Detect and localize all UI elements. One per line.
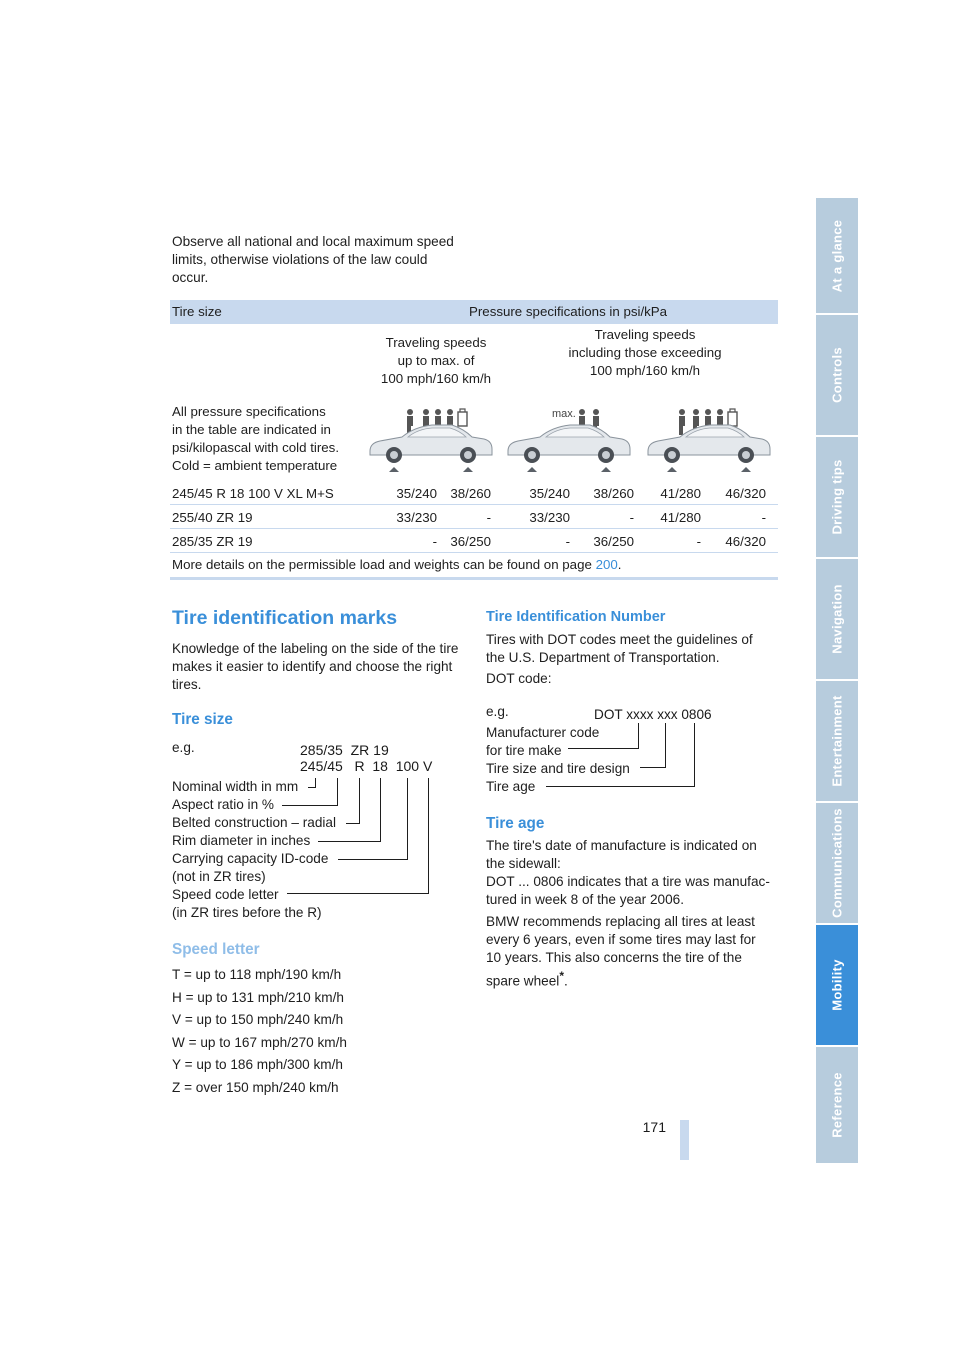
tab-label: Driving tips: [829, 459, 845, 535]
speed-high-line: 100 mph/160 km/h: [589, 363, 701, 378]
para-line: the sidewall:: [486, 856, 561, 871]
intro-line: Observe all national and local maximum speed: [172, 234, 454, 249]
spare-wheel-text: spare wheel: [486, 973, 560, 989]
page-marker-bar: [680, 1120, 689, 1160]
dot-eg: e.g.: [486, 704, 509, 719]
page-number: 171: [642, 1119, 666, 1135]
speed-letter-item: Z = over 150 mph/240 km/h: [172, 1079, 339, 1095]
pressure-cell: 36/250: [450, 534, 491, 549]
speed-letter-item: H = up to 131 mph/210 km/h: [172, 989, 344, 1005]
tab-label: Controls: [829, 347, 845, 403]
legend-aspect-ratio: Aspect ratio in %: [172, 797, 274, 812]
row-divider: [170, 552, 778, 553]
pressure-cell: 41/280: [660, 510, 701, 525]
note-line: Cold = ambient temperature: [172, 458, 338, 473]
pressure-cell: -: [486, 510, 491, 525]
speed-high-line: Traveling speeds: [594, 327, 696, 342]
note-line: in the table are indicated in: [172, 422, 331, 437]
tin-title: Tire Identification Number: [486, 609, 666, 625]
speed-letter-item: Y = up to 186 mph/300 km/h: [172, 1057, 343, 1073]
header-tire-size: Tire size: [172, 304, 222, 319]
speed-letter-title: Speed letter: [172, 941, 260, 958]
para-line: tires.: [172, 677, 202, 692]
tab-label: Entertainment: [829, 695, 845, 787]
dot-code-label: DOT code:: [486, 671, 552, 686]
legend-nominal-width: Nominal width in mm: [172, 779, 299, 794]
footer-end: .: [617, 557, 622, 572]
tire-size-title: Tire size: [172, 711, 233, 728]
speed-low-heading: [356, 334, 516, 388]
para-line: Knowledge of the labeling on the side of the tire: [172, 641, 459, 656]
intro-line: occur.: [172, 270, 209, 285]
para-line: Tires with DOT codes meet the guidelines of: [486, 632, 753, 647]
speed-low-line: 100 mph/160 km/h: [380, 371, 492, 386]
tab-entertainment[interactable]: [816, 681, 858, 803]
para-line: every 6 years, even if some tires may last for: [486, 932, 756, 947]
pressure-cell: 41/280: [660, 486, 701, 501]
tin-paragraph: [486, 631, 753, 667]
speed-letter-item: V = up to 150 mph/240 km/h: [172, 1012, 344, 1028]
tire-age-paragraph-2: [486, 913, 756, 991]
para-line: 10 years. This also concerns the tire of the: [486, 950, 742, 965]
tire-size-cell: 255/40 ZR 19: [172, 510, 253, 525]
table-note: [172, 403, 339, 475]
legend-manufacturer-code-note: for tire make: [486, 743, 562, 758]
note-line: psi/kilopascal with cold tires.: [172, 440, 340, 455]
tire-size-cell: 285/35 ZR 19: [172, 534, 253, 549]
legend-belted-construction: Belted construction – radial: [172, 815, 336, 830]
para-line: The tire's date of manufacture is indicated on: [486, 838, 757, 853]
tab-driving-tips[interactable]: [816, 437, 858, 559]
speed-low-line: up to max. of: [397, 353, 475, 368]
optional-equipment-star-icon: *: [559, 969, 564, 983]
table-bottom-rule: [170, 577, 778, 580]
pressure-cell: -: [432, 534, 437, 549]
tab-communications[interactable]: [816, 803, 858, 925]
pressure-cell: -: [696, 534, 701, 549]
legend-carrying-capacity-note: (not in ZR tires): [172, 869, 266, 884]
dot-code-example: DOT xxxx xxx 0806: [594, 707, 712, 722]
pressure-cell: 38/260: [593, 486, 634, 501]
pressure-cell: 46/320: [725, 486, 766, 501]
pressure-cell: 33/230: [529, 510, 570, 525]
tire-identification-marks-title: Tire identification marks: [172, 607, 398, 629]
pressure-cell: 36/250: [593, 534, 634, 549]
pressure-cell: 35/240: [529, 486, 570, 501]
tab-at-a-glance[interactable]: [816, 198, 858, 315]
pressure-cell: 38/260: [450, 486, 491, 501]
speed-letter-list: [172, 964, 347, 1100]
legend-manufacturer-code: Manufacturer code: [486, 725, 600, 740]
period: .: [563, 973, 568, 989]
max-label: max.: [552, 408, 576, 420]
header-pressure: Pressure specifications in psi/kPa: [469, 304, 668, 319]
table-header: [170, 300, 778, 324]
leader-line: [287, 778, 429, 894]
tire-size-eg: e.g.: [172, 740, 195, 755]
load-illustrations: [366, 403, 776, 475]
car-group-3: [648, 409, 770, 472]
tab-navigation[interactable]: [816, 559, 858, 681]
row-divider: [170, 504, 778, 505]
car-group-2: [508, 408, 630, 472]
speed-letter-item: T = up to 118 mph/190 km/h: [172, 967, 342, 982]
tab-mobility[interactable]: [816, 925, 858, 1047]
tire-code-example-1: 285/35 ZR 19: [300, 742, 389, 758]
speed-letter-item: W = up to 167 mph/270 km/h: [172, 1034, 347, 1050]
speed-low-line: Traveling speeds: [385, 335, 487, 350]
table-footer: [172, 556, 621, 574]
tire-marks-paragraph: [172, 640, 458, 694]
tab-reference[interactable]: [816, 1047, 858, 1165]
tire-age-title: Tire age: [486, 815, 545, 832]
row-divider: [170, 528, 778, 529]
footer-text: More details on the permissible load and weights can be found on page: [172, 557, 596, 572]
tab-label: Communications: [829, 808, 845, 918]
leader-line: [546, 723, 695, 787]
pressure-cell: 33/230: [396, 510, 437, 525]
page-link-200[interactable]: 200: [595, 557, 618, 572]
pressure-cell: 46/320: [725, 534, 766, 549]
speed-high-line: including those exceeding: [568, 345, 722, 360]
intro-paragraph: [172, 233, 472, 287]
tire-code-example-2: 245/45 R 18 100 V: [300, 758, 433, 774]
intro-line: limits, otherwise violations of the law could: [172, 252, 428, 267]
tab-label: At a glance: [829, 219, 845, 292]
legend-tire-age: Tire age: [486, 779, 536, 794]
car-group-1: [370, 409, 492, 472]
para-line: [486, 967, 756, 991]
tab-label: Mobility: [829, 959, 845, 1011]
pressure-cell: 35/240: [396, 486, 437, 501]
pressure-cell: -: [761, 510, 766, 525]
legend-carrying-capacity: Carrying capacity ID-code: [172, 851, 329, 866]
legend-tire-size-design: Tire size and tire design: [486, 761, 630, 776]
speed-high-heading: [555, 326, 735, 380]
para-line: BMW recommends replacing all tires at least: [486, 914, 755, 929]
legend-speed-code: Speed code letter: [172, 887, 279, 902]
pressure-cell: -: [629, 510, 634, 525]
side-nav: [816, 198, 858, 1165]
tab-label: Reference: [829, 1072, 845, 1138]
para-line: makes it easier to identify and choose the right: [172, 659, 453, 674]
pressure-cell: -: [565, 534, 570, 549]
tire-age-paragraph-1: [486, 837, 770, 909]
para-line: tured in week 8 of the year 2006.: [486, 892, 684, 907]
para-line: the U.S. Department of Transportation.: [486, 650, 720, 665]
note-line: All pressure specifications: [172, 404, 326, 419]
para-line: DOT ... 0806 indicates that a tire was manufac-: [486, 874, 770, 889]
tab-label: Navigation: [829, 584, 845, 654]
legend-rim-diameter: Rim diameter in inches: [172, 833, 311, 848]
tab-controls[interactable]: [816, 315, 858, 437]
legend-speed-code-note: (in ZR tires before the R): [172, 905, 322, 920]
tire-size-cell: 245/45 R 18 100 V XL M+S: [172, 486, 334, 501]
